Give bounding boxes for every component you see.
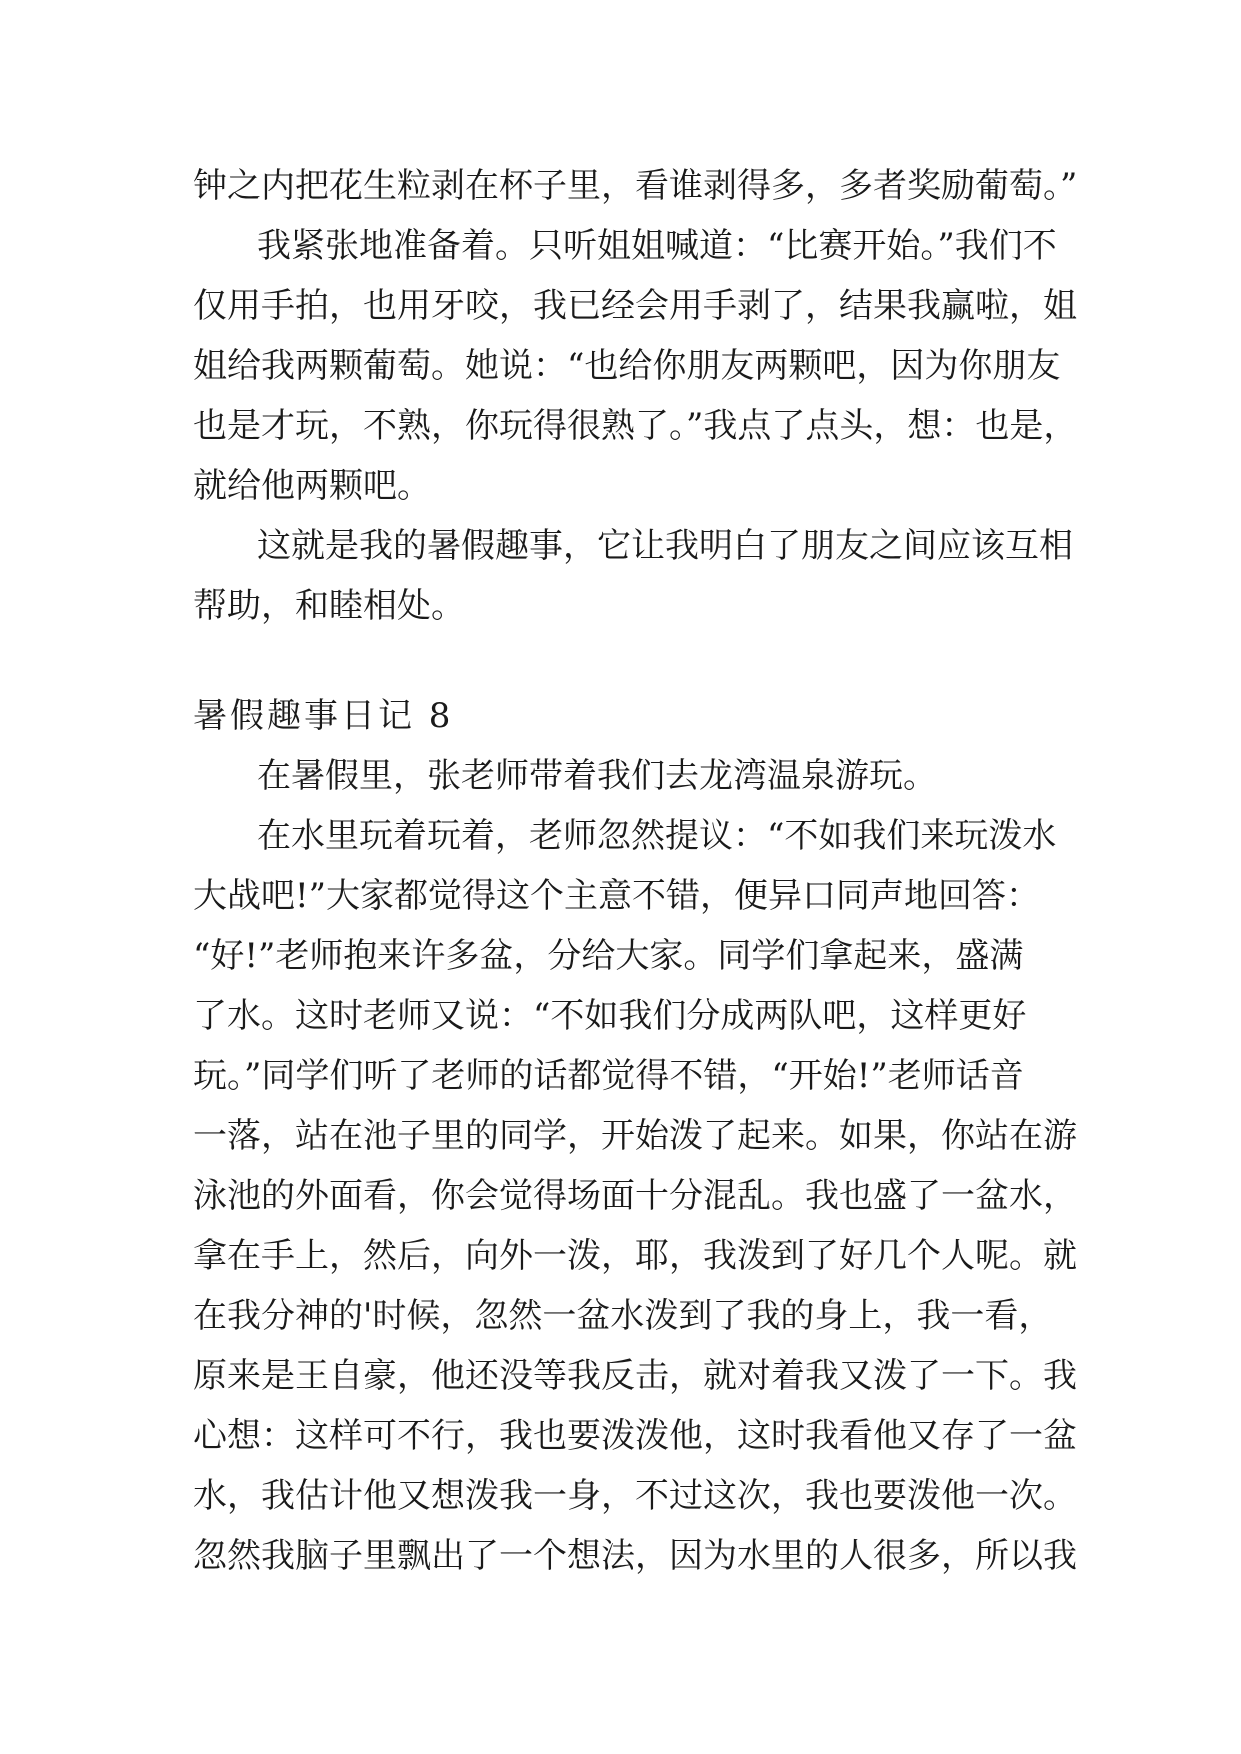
paragraph-line: “好!”老师抱来许多盆，分给大家。同学们拿起来，盛满 [193, 936, 1024, 976]
section-title: 暑假趣事日记 8 [193, 696, 454, 736]
paragraph-line: 我紧张地准备着。只听姐姐喊道：“比赛开始。”我们不 [257, 226, 1057, 266]
paragraph-line: 帮助，和睦相处。 [193, 586, 465, 626]
paragraph-line: 忽然我脑子里飘出了一个想法，因为水里的人很多，所以我 [193, 1536, 1077, 1576]
paragraph-line: 拿在手上，然后，向外一泼，耶，我泼到了好几个人呢。就 [193, 1236, 1077, 1276]
paragraph-line: 水，我估计他又想泼我一身，不过这次，我也要泼他一次。 [193, 1476, 1077, 1516]
paragraph-line: 在暑假里，张老师带着我们去龙湾温泉游玩。 [257, 756, 937, 796]
paragraph-line: 钟之内把花生粒剥在杯子里，看谁剥得多，多者奖励葡萄。” [193, 166, 1078, 206]
paragraph-line: 大战吧!”大家都觉得这个主意不错，便异口同声地回答： [193, 876, 1041, 916]
paragraph-line: 就给他两颗吧。 [193, 466, 431, 506]
paragraph-line: 一落，站在池子里的同学，开始泼了起来。如果，你站在游 [193, 1116, 1077, 1156]
paragraph-line: 这就是我的暑假趣事，它让我明白了朋友之间应该互相 [257, 526, 1073, 566]
paragraph-line: 姐给我两颗葡萄。她说：“也给你朋友两颗吧，因为你朋友 [193, 346, 1061, 386]
paragraph-line: 也是才玩，不熟，你玩得很熟了。”我点了点头，想：也是， [193, 406, 1078, 446]
paragraph-line: 泳池的外面看，你会觉得场面十分混乱。我也盛了一盆水， [193, 1176, 1077, 1216]
paragraph-line: 了水。这时老师又说：“不如我们分成两队吧，这样更好 [193, 996, 1027, 1036]
paragraph-line: 在水里玩着玩着，老师忽然提议：“不如我们来玩泼水 [257, 816, 1057, 856]
paragraph-line: 原来是王自豪，他还没等我反击，就对着我又泼了一下。我 [193, 1356, 1077, 1396]
paragraph-line: 心想：这样可不行，我也要泼泼他，这时我看他又存了一盆 [193, 1416, 1077, 1456]
paragraph-line: 玩。”同学们听了老师的话都觉得不错，“开始!”老师话音 [193, 1056, 1024, 1096]
paragraph-line: 在我分神的'时候，忽然一盆水泼到了我的身上，我一看， [193, 1296, 1053, 1336]
paragraph-line: 仅用手拍，也用牙咬，我已经会用手剥了，结果我赢啦，姐 [193, 286, 1077, 326]
